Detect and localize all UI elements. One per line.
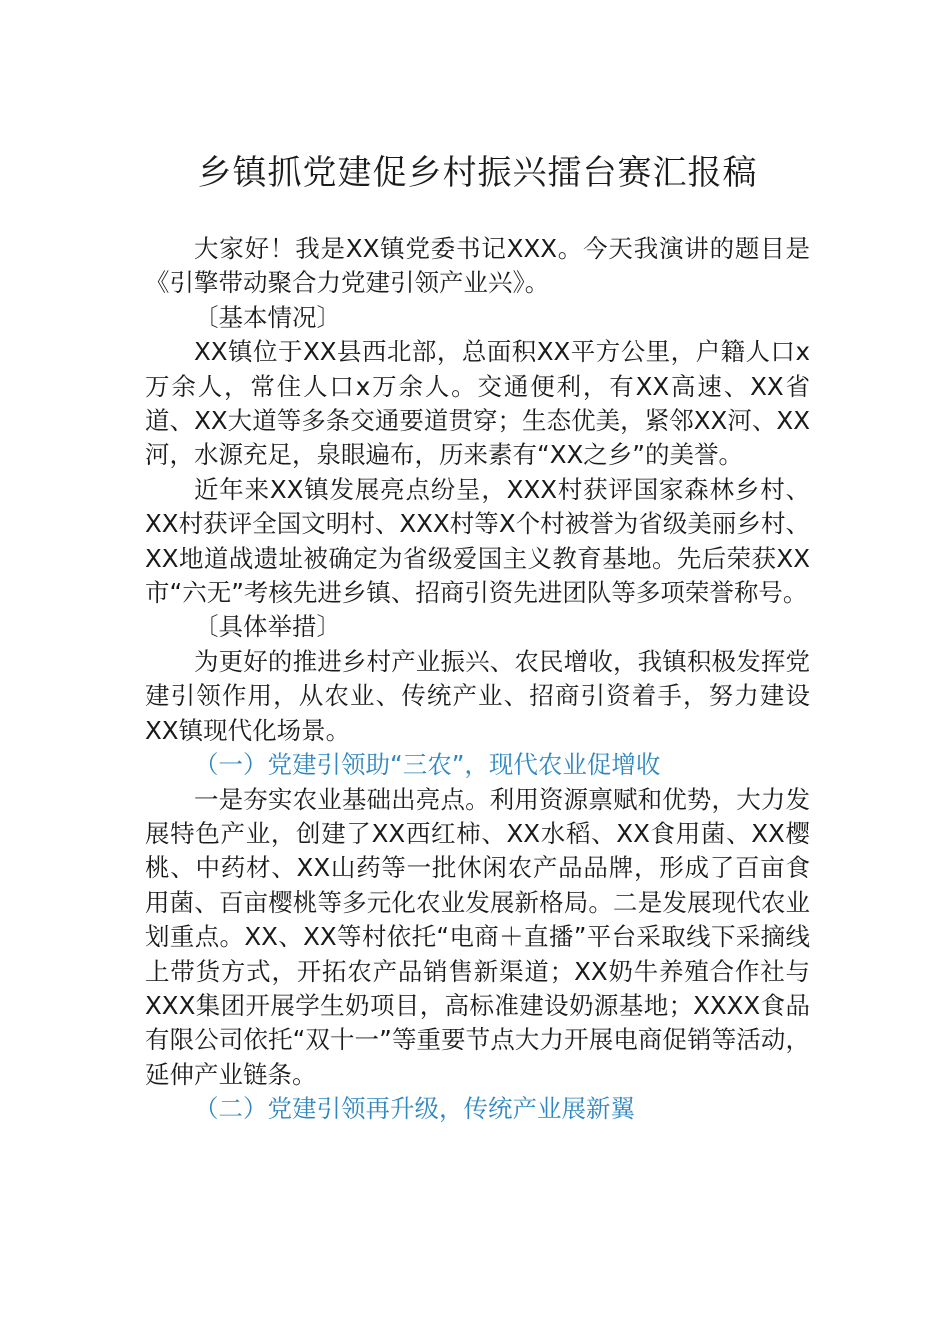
subheading-1: （一）党建引领助“三农”，现代农业促增收 [194,750,661,780]
basic-paragraph-2: 近年来XX镇发展亮点纷呈，XXX村获评国家森林乡村、XX村获评全国文明村、XXX村等X个村被誉为省级美丽乡村、XX地道战遗址被确定为省级爱国主义教育基地。先后荣获XX市“六无”考核先进乡镇、招商引资先进团队等多项荣誉称号。 [145,474,810,608]
section-label-measures: 〔具体举措〕 [194,612,341,642]
document-page [145,150,810,1127]
intro-paragraph: 大家好！我是XX镇党委书记XXX。今天我演讲的题目是《引擎带动聚合力党建引领产业兴》。 [145,234,810,298]
section-label-basic: 〔基本情况〕 [194,302,341,332]
measures-paragraph-1: 为更好的推进乡村产业振兴、农民增收，我镇积极发挥党建引领作用，从农业、传统产业、招商引资着手，努力建设XX镇现代化场景。 [145,646,810,745]
subheading-2: （二）党建引领再升级，传统产业展新翼 [194,1094,635,1124]
subheading-1-paragraph: 一是夯实农业基础出亮点。利用资源禀赋和优势，大力发展特色产业，创建了XX西红柿、XX水稻、XX食用菌、XX樱桃、中药材、XX山药等一批休闲农产品品牌，形成了百亩食用菌、百亩樱桃等多元化农业发展新格局。二是发展现代农业划重点。XX、XX等村依托“电商＋直播”平台采取线下采摘线上带货方式，开拓农产品销售新渠道；XX奶牛养殖合作社与XXX集团开展学生奶项目，高标准建设奶源基地；XXXX食品有限公司依托“双十一”等重要节点大力开展电商促销等活动，延伸产业链条。 [145,784,810,1089]
document-title: 乡镇抓党建促乡村振兴擂台赛汇报稿 [197,153,758,193]
basic-paragraph-1: XX镇位于XX县西北部，总面积XX平方公里，户籍人口x万余人，常住人口x万余人。交通便利，有XX高速、XX省道、XX大道等多条交通要道贯穿；生态优美，紧邻XX河、XX河，水源充足，泉眼遍布，历来素有“XX之乡”的美誉。 [145,337,810,470]
